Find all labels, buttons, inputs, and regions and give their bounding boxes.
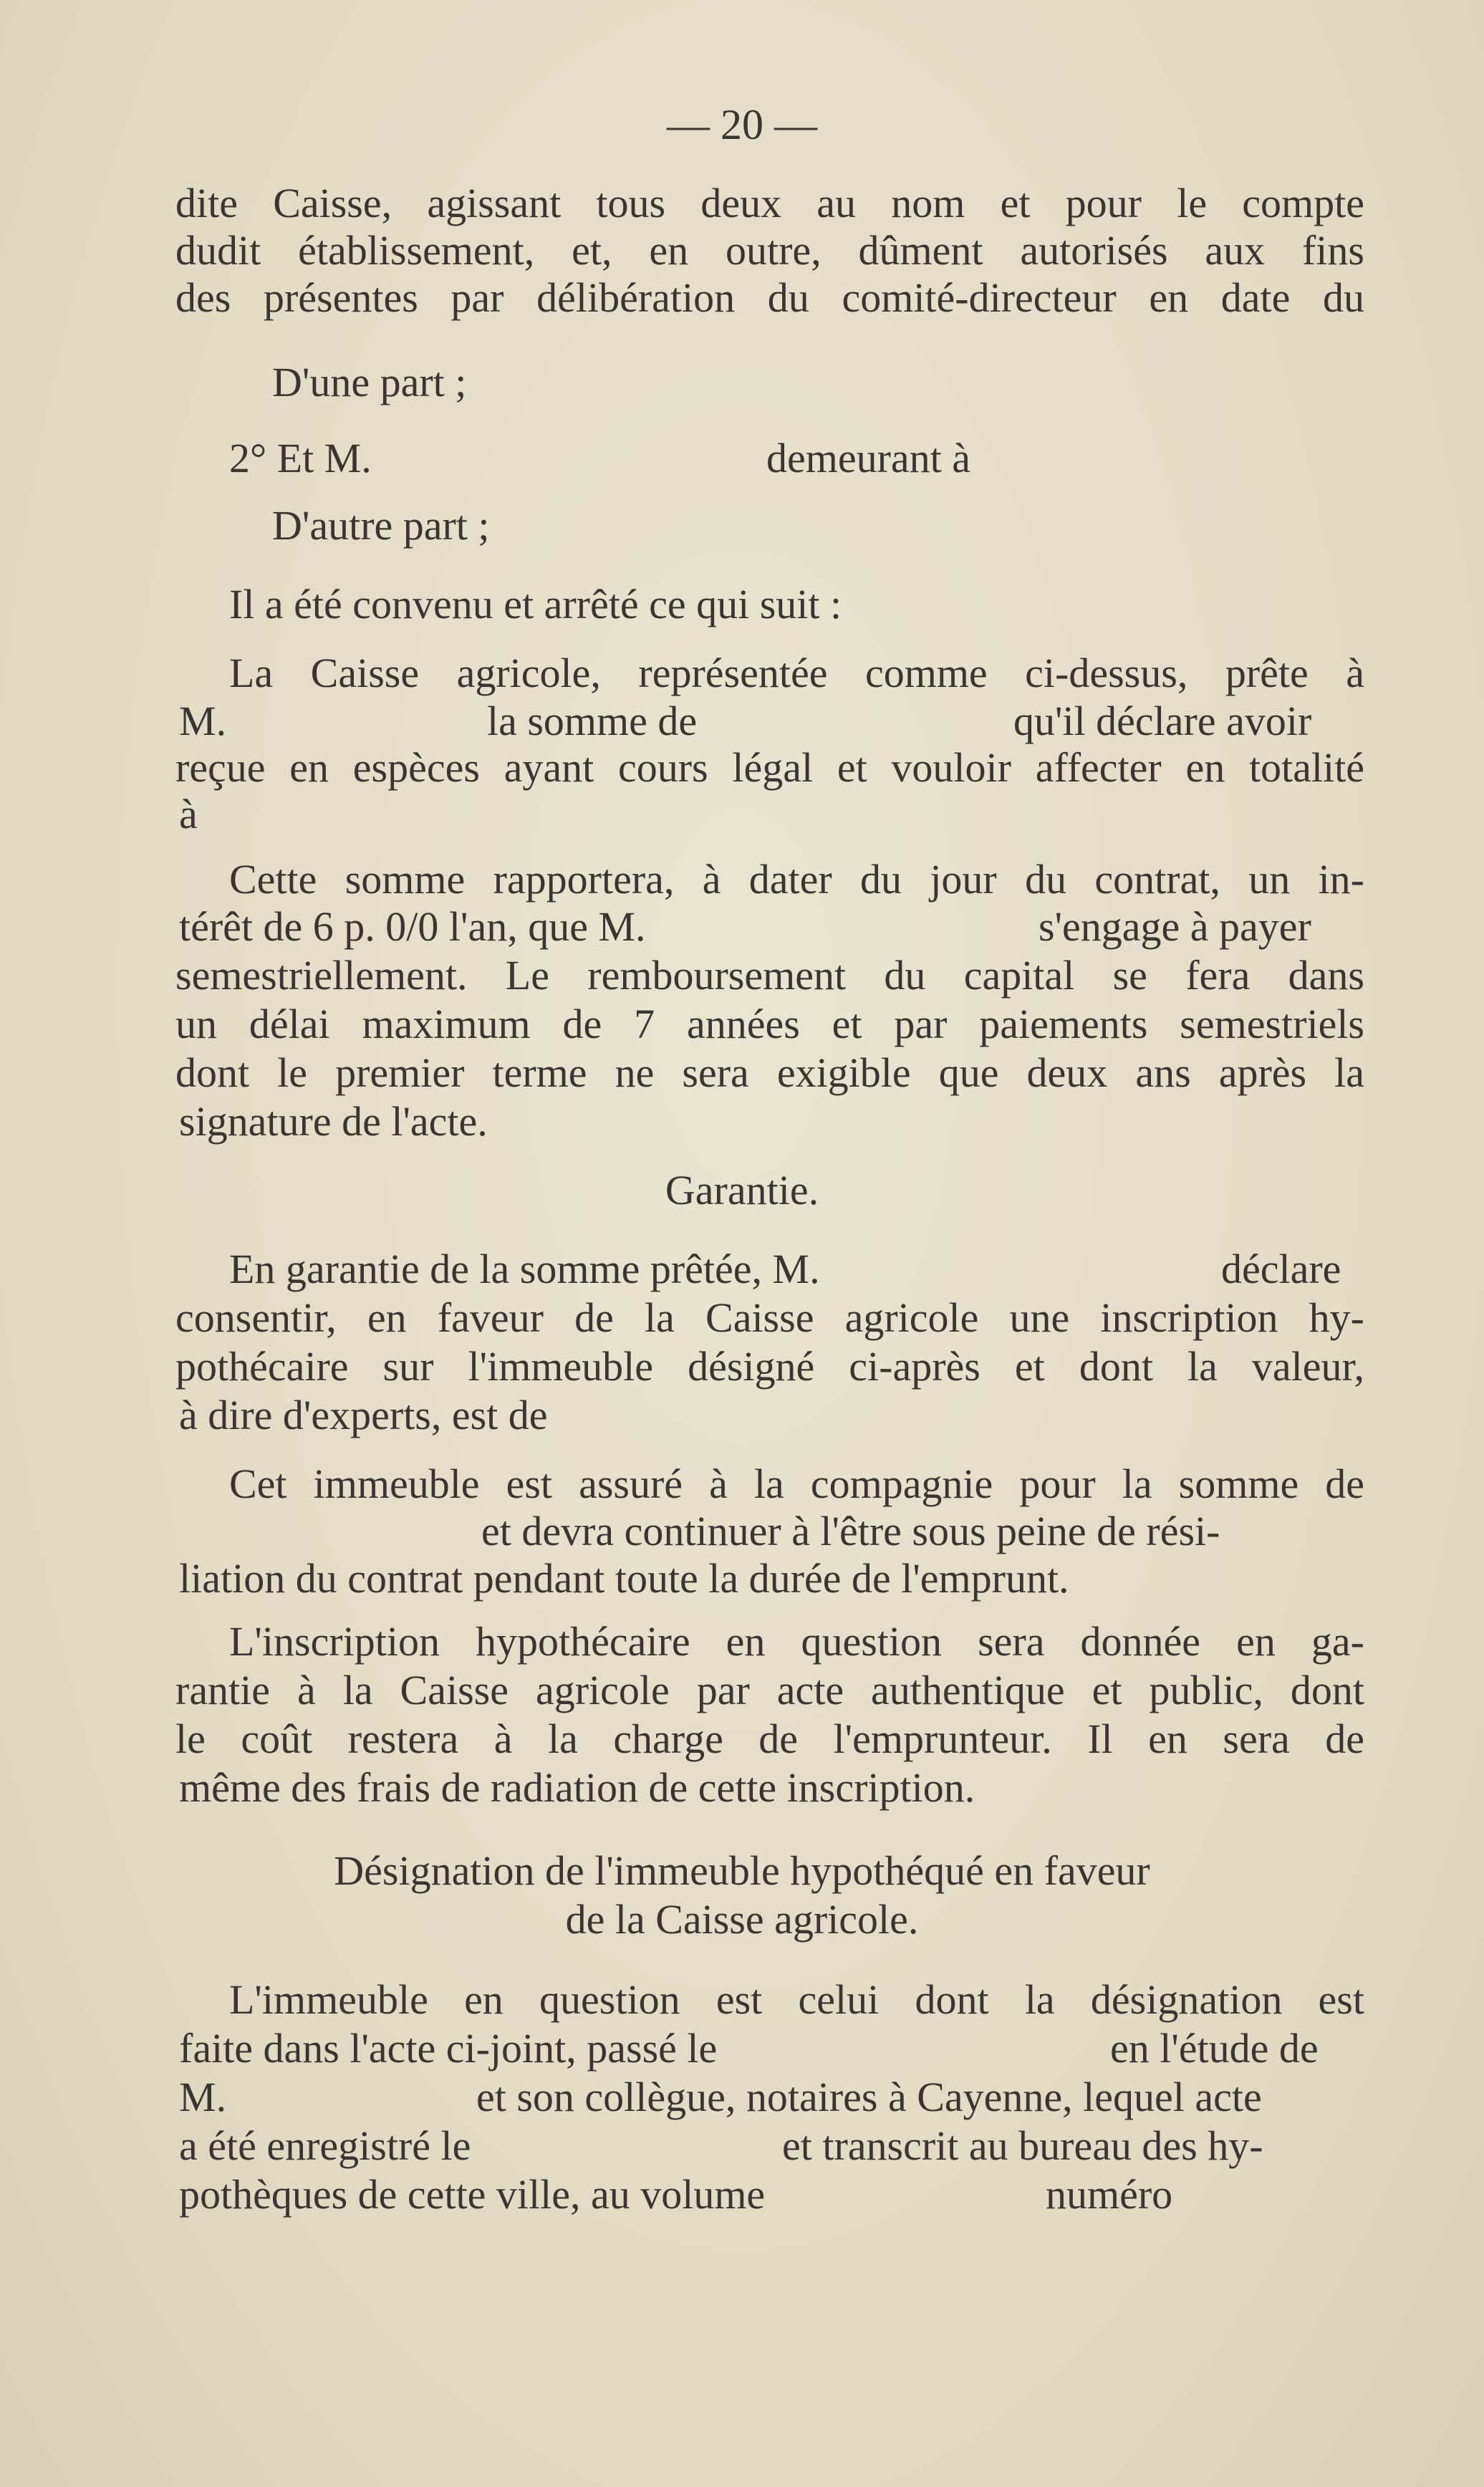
text-line: consentir, en faveur de la Caisse agricole une inscription hy- [175,1294,1364,1341]
text-fragment: M. [179,698,227,744]
text-line: Cet immeuble est assuré à la compagnie pour la somme de [229,1461,1364,1507]
text-line: Cette somme rapportera, à dater du jour du contrat, un in- [229,856,1364,903]
text-fragment: à dire d'experts, est de [179,1392,548,1438]
text-fragment: à [179,791,198,837]
second-party-residence: demeurant à [766,435,971,481]
text-fragment: térêt de 6 p. 0/0 l'an, que M. [179,903,646,950]
text-fragment: a été enregistré le [179,2122,471,2169]
text-line: dont le premier terme ne sera exigible que deux ans après la [175,1049,1364,1096]
text-line: semestriellement. Le remboursement du capital se fera dans [175,952,1364,999]
second-party-label: 2° Et M. [229,435,372,481]
text-fragment: et son collègue, notaires à Cayenne, lequel acte [476,2074,1262,2120]
section-heading-designation: Désignation de l'immeuble hypothéqué en faveur [334,1847,1150,1894]
page-number: — 20 — [667,101,817,148]
section-heading-garantie: Garantie. [665,1167,819,1213]
d-une-part: D'une part ; [272,359,467,405]
text-fragment: faite dans l'acte ci-joint, passé le [179,2025,718,2072]
text-line: pothécaire sur l'immeuble désigné ci-après et dont la valeur, [175,1343,1364,1390]
text-fragment: et transcrit au bureau des hy- [782,2122,1263,2169]
text-line: L'inscription hypothécaire en question sera donnée en ga- [229,1618,1364,1665]
text-fragment: signature de l'acte. [179,1098,488,1145]
text-fragment: même des frais de radiation de cette inscription. [179,1764,975,1811]
text-line: rantie à la Caisse agricole par acte authentique et public, dont [175,1667,1364,1713]
text-fragment: pothèques de cette ville, au volume [179,2171,766,2218]
text-fragment: déclare [1221,1246,1341,1292]
agreement-intro: Il a été convenu et arrêté ce qui suit : [229,581,842,627]
text-fragment: M. [179,2074,227,2120]
d-autre-part: D'autre part ; [272,502,490,549]
text-fragment: et devra continuer à l'être sous peine de rési- [481,1508,1220,1554]
text-fragment: liation du contrat pendant toute la durée de l'emprunt. [179,1555,1069,1602]
text-line: La Caisse agricole, représentée comme ci-dessus, prête à [229,650,1364,696]
text-fragment: s'engage à payer [1039,903,1311,950]
text-line: reçue en espèces ayant cours légal et vouloir affecter en totalité [175,744,1364,791]
text-line: des présentes par délibération du comité-directeur en date du [175,274,1364,321]
text-line: le coût restera à la charge de l'emprunteur. Il en sera de [175,1716,1364,1762]
text-line: L'immeuble en question est celui dont la désignation est [229,1976,1364,2023]
text-fragment: qu'il déclare avoir [1013,698,1312,744]
text-fragment: en l'étude de [1110,2025,1319,2072]
text-line: un délai maximum de 7 années et par paiements semestriels [175,1001,1364,1047]
section-heading-designation: de la Caisse agricole. [565,1896,919,1943]
text-fragment: numéro [1046,2171,1173,2218]
text-fragment: En garantie de la somme prêtée, M. [229,1246,820,1292]
text-line: dite Caisse, agissant tous deux au nom et pour le compte [175,180,1364,226]
text-fragment: la somme de [487,698,698,744]
text-line: dudit établissement, et, en outre, dûment autorisés aux fins [175,227,1364,274]
